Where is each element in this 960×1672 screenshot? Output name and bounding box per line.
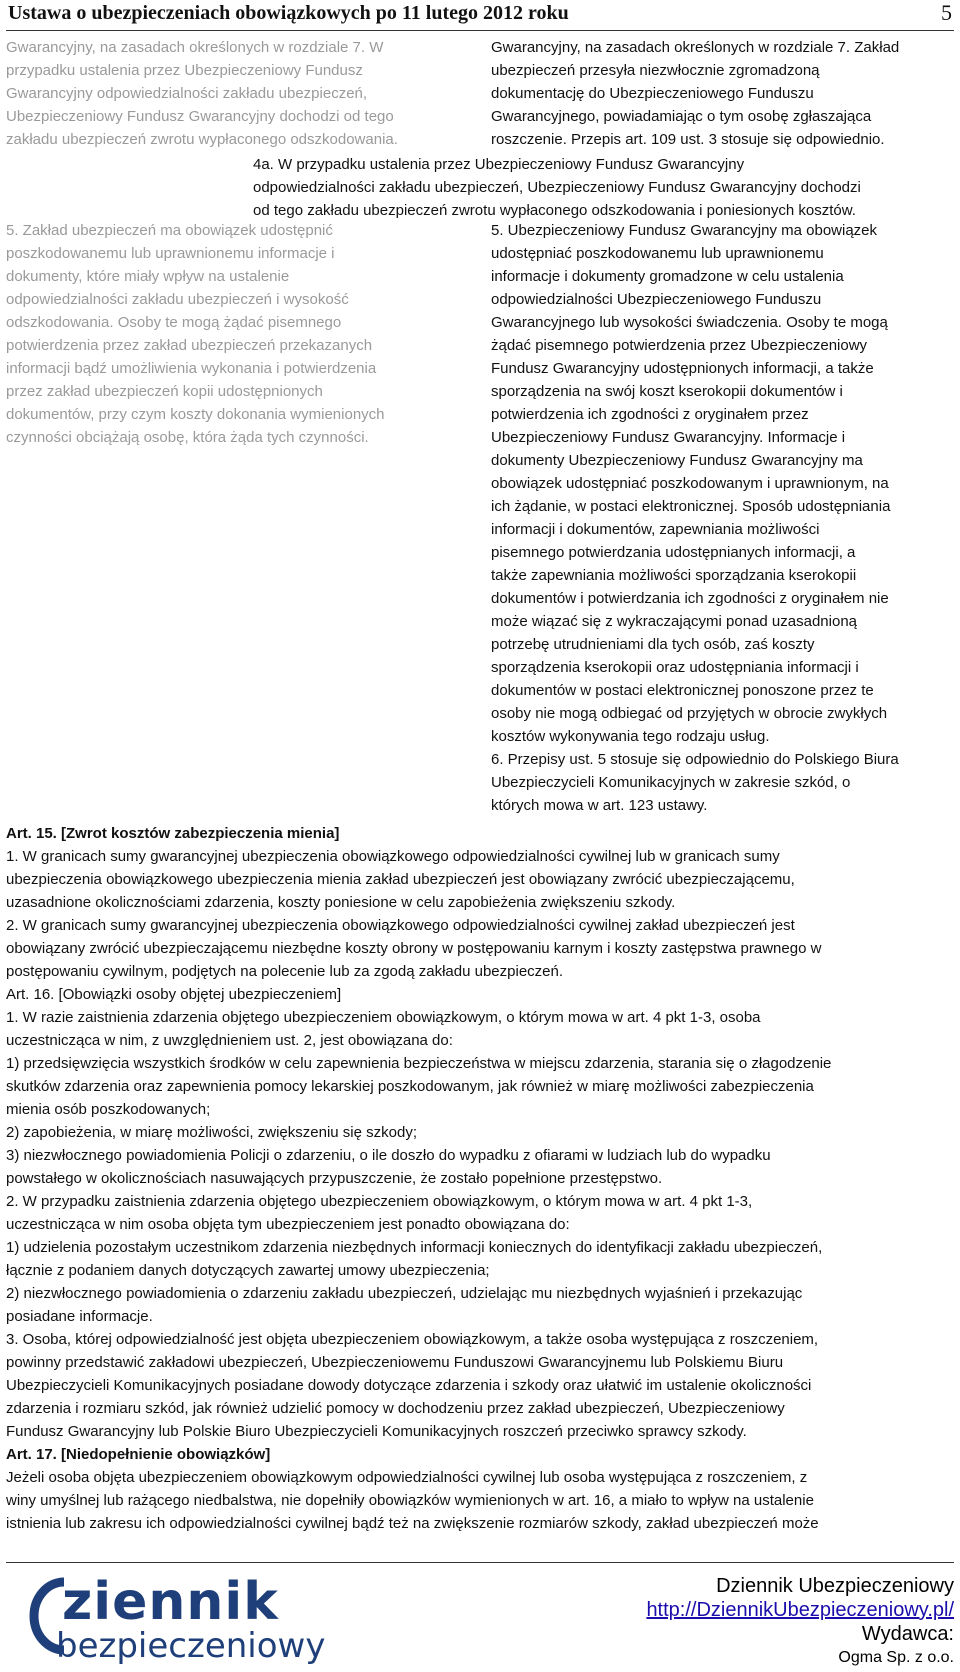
text-line: uczestnicząca w nim osoba objęta tym ubezpieczeniem jest ponadto obowiązana do: [6, 1216, 570, 1233]
text-line: dokumenty, które miały wpływ na ustalenie [6, 268, 290, 285]
text-line: potrzebę utrudnieniami dla tych osób, zaś koszty [491, 636, 815, 653]
text-line: ubezpieczenia obowiązkowego ubezpieczenia mienia zakład ubezpieczeń jest obowiązany zwrócić ubezpieczającemu, [6, 871, 795, 888]
left-column-block-1 [6, 36, 456, 151]
text-line: Gwarancyjnego, powiadamiając o tym osobę zgłaszająca [491, 108, 872, 125]
text-line: roszczenie. Przepis art. 109 ust. 3 stosuje się odpowiednio. [491, 131, 885, 148]
publication-name: Dziennik Ubezpieczeniowy [716, 1575, 954, 1597]
text-line: uzasadnione okolicznościami zdarzenia, koszty poniesione w celu zapobieżenia zwiększeniu szkody. [6, 894, 676, 911]
article-heading: Art. 15. [Zwrot kosztów zabezpieczenia mienia] [6, 825, 340, 842]
text-line: których mowa w art. 123 ustawy. [491, 797, 708, 814]
text-line: Gwarancyjny odpowiedzialności zakładu ubezpieczeń, [6, 85, 368, 102]
publisher-label: Wydawca: [861, 1623, 954, 1645]
text-line: poszkodowanemu lub uprawnionemu informacje i [6, 245, 335, 262]
text-line: postępowaniu cywilnym, podjętych na polecenie lub za zgodą zakładu ubezpieczeń. [6, 963, 564, 980]
text-line: potwierdzenia ich zgodności z oryginałem przez [491, 406, 809, 423]
text-line: Fundusz Gwarancyjny udostępnionych informacji, a także [491, 360, 874, 377]
text-line: żądać pisemnego potwierdzenia przez Ubezpieczeniowy [491, 337, 868, 354]
text-line: informacje i dokumenty gromadzone w celu ustalenia [491, 268, 844, 285]
text-line: od tego zakładu ubezpieczeń zwrotu wypłaconego odszkodowania i poniesionych kosztów. [253, 202, 856, 219]
text-line: dokumentów i potwierdzania ich zgodności z oryginałem nie [491, 590, 889, 607]
text-line: Art. 16. [Obowiązki osoby objętej ubezpieczeniem] [6, 986, 342, 1003]
page-header [6, 0, 954, 31]
text-line: 1) udzielenia pozostałym uczestnikom zdarzenia niezbędnych informacji koniecznych do identyfikacji zakładu ubezpieczeń, [6, 1239, 823, 1256]
footer-info [534, 1574, 954, 1670]
text-line: winy umyślnej lub rażącego niedbalstwa, nie dopełniły obowiązków wymienionych w art. 16, a miało to wpływ na ustalenie [6, 1492, 814, 1509]
text-line: dokumentację do Ubezpieczeniowego Funduszu [491, 85, 814, 102]
text-line: obowiązek udostępniać poszkodowanym i uprawnionym, na [491, 475, 889, 492]
text-line: Fundusz Gwarancyjny lub Polskie Biuro Ubezpieczycieli Komunikacyjnych roszczeń przeciwko sprawcy szkody. [6, 1423, 747, 1440]
text-line: kosztów wykonywania tego rodzaju usług. [491, 728, 770, 745]
text-line: łącznie z podaniem danych dotyczących zawartej umowy ubezpieczenia; [6, 1262, 490, 1279]
text-line: odpowiedzialności Ubezpieczeniowego Funduszu [491, 291, 822, 308]
logo-word-dziennik: ziennik [62, 1572, 279, 1632]
text-line: Gwarancyjny, na zasadach określonych w rozdziale 7. W [6, 39, 384, 56]
page-number: 5 [941, 0, 952, 25]
text-line: 5. Zakład ubezpieczeń ma obowiązek udostępnić [6, 222, 333, 239]
article-heading: Art. 17. [Niedopełnienie obowiązków] [6, 1446, 271, 1463]
text-line: zdarzenia i rozmiaru szkód, jak również udzielić pomocy w dochodzeniu przez zakład ubezpieczeń, Ubezpieczeniowy [6, 1400, 785, 1417]
text-line: 5. Ubezpieczeniowy Fundusz Gwarancyjny ma obowiązek [491, 222, 878, 239]
text-line: informacji i dokumentów, zapewniania możliwości [491, 521, 820, 538]
text-line: 1. W razie zaistnienia zdarzenia objętego ubezpieczeniem obowiązkowym, o którym mowa w art. 4 pkt 1-3, osoba [6, 1009, 761, 1026]
text-line: Ubezpieczeniowy Fundusz Gwarancyjny. Informacje i [491, 429, 846, 446]
left-column-block-2 [6, 219, 456, 449]
dziennik-logo [28, 1572, 368, 1664]
text-line: także zapewniania możliwości sporządzania kserokopii [491, 567, 857, 584]
text-line: odszkodowania. Osoby te mogą żądać pisemnego [6, 314, 342, 331]
text-line: informacji bądź umożliwienia wykonania i potwierdzenia [6, 360, 377, 377]
text-line: powstałego w okolicznościach nasuwających przypuszczenie, że zostało popełnione przestępstwo. [6, 1170, 663, 1187]
text-line: dokumenty Ubezpieczeniowy Fundusz Gwarancyjny ma [491, 452, 863, 469]
text-line: sporządzenia na swój koszt kserokopii dokumentów i [491, 383, 843, 400]
text-line: 1) przedsięwzięcia wszystkich środków w celu zapewnienia bezpieczeństwa w miejscu zdarzenia, starania się o złagodzenie [6, 1055, 832, 1072]
document-body [6, 822, 954, 1535]
text-line: 4a. W przypadku ustalenia przez Ubezpieczeniowy Fundusz Gwarancyjny [253, 156, 745, 173]
text-line: udostępniać poszkodowanemu lub uprawnionemu [491, 245, 824, 262]
text-line: Gwarancyjny, na zasadach określonych w rozdziale 7. Zakład [491, 39, 900, 56]
text-line: ubezpieczeń przesyła niezwłocznie zgromadzoną [491, 62, 820, 79]
right-column-block-1 [491, 36, 956, 151]
text-line: Gwarancyjnego lub wysokości świadczenia. Osoby te mogą [491, 314, 888, 331]
text-line: posiadane informacje. [6, 1308, 153, 1325]
text-line: sporządzenia kserokopii oraz udostępniania informacji i [491, 659, 859, 676]
text-line: 3. Osoba, której odpowiedzialność jest objęta ubezpieczeniem obowiązkowym, a także osoba występująca z roszczeniem, [6, 1331, 819, 1348]
publisher-name: Ogma Sp. z o.o. [838, 1649, 954, 1666]
footer-divider [6, 1562, 954, 1563]
text-line: przypadku ustalenia przez Ubezpieczeniowy Fundusz [6, 62, 363, 79]
text-line: skutków zdarzenia oraz zapewnienia pomocy lekarskiej poszkodowanym, jak również w miarę możliwości zabezpieczenia [6, 1078, 814, 1095]
text-line: 2) niezwłocznego powiadomienia o zdarzeniu zakładu ubezpieczeń, udzielając mu niezbędnych wyjaśnień i przekazując [6, 1285, 803, 1302]
text-line: Ubezpieczycieli Komunikacyjnych posiadane dowody dotyczące zdarzenia i szkody oraz ułatwić im ustalenie okoliczności [6, 1377, 812, 1394]
text-line: Jeżeli osoba objęta ubezpieczeniem obowiązkowym odpowiedzialności cywilnej lub osoba występująca z roszczeniem, z [6, 1469, 808, 1486]
paragraph-4a [253, 153, 953, 222]
text-line: obowiązany zwrócić ubezpieczającemu niezbędne koszty obrony w postępowaniu karnym i koszty zastępstwa prawnego w [6, 940, 822, 957]
publication-link[interactable]: http://DziennikUbezpieczeniowy.pl/ [646, 1599, 954, 1621]
text-line: 2. W granicach sumy gwarancyjnej ubezpieczenia obowiązkowego odpowiedzialności cywilnej zakład ubezpieczeń jest [6, 917, 795, 934]
text-line: istnienia lub zakresu ich odpowiedzialności cywilnej bądź też na zwiększenie rozmiarów szkody, zakład ubezpieczeń może [6, 1515, 819, 1532]
text-line: zakładu ubezpieczeń zwrotu wypłaconego odszkodowania. [6, 131, 398, 148]
text-line: Ubezpieczycieli Komunikacyjnych w zakresie szkód, o [491, 774, 851, 791]
text-line: przez zakład ubezpieczeń kopii udostępnionych [6, 383, 323, 400]
text-line: 2. W przypadku zaistnienia zdarzenia objętego ubezpieczeniem obowiązkowym, o którym mowa w art. 4 pkt 1-3, [6, 1193, 753, 1210]
text-line: uczestnicząca w nim, z uwzględnieniem ust. 2, jest obowiązana do: [6, 1032, 453, 1049]
text-line: 6. Przepisy ust. 5 stosuje się odpowiednio do Polskiego Biura [491, 751, 899, 768]
text-line: 3) niezwłocznego powiadomienia Policji o zdarzeniu, o ile doszło do wypadku z ofiarami w ludziach lub do wypadku [6, 1147, 771, 1164]
text-line: odpowiedzialności zakładu ubezpieczeń i wysokość [6, 291, 349, 308]
text-line: odpowiedzialności zakładu ubezpieczeń, Ubezpieczeniowy Fundusz Gwarancyjny dochodzi [253, 179, 861, 196]
text-line: 1. W granicach sumy gwarancyjnej ubezpieczenia obowiązkowego odpowiedzialności cywilnej lub w granicach sumy [6, 848, 780, 865]
logo-word-ubezpieczeniowy: bezpieczeniowy [56, 1626, 326, 1666]
text-line: pisemnego potwierdzania udostępnianych informacji, a [491, 544, 856, 561]
text-line: 2) zapobieżenia, w miarę możliwości, zwiększeniu się szkody; [6, 1124, 417, 1141]
text-line: potwierdzenia przez zakład ubezpieczeń przekazanych [6, 337, 373, 354]
right-column-block-2 [491, 219, 956, 817]
text-line: Ubezpieczeniowy Fundusz Gwarancyjny dochodzi od tego [6, 108, 394, 125]
document-title: Ustawa o ubezpieczeniach obowiązkowych po 11 lutego 2012 roku [8, 2, 569, 24]
text-line: mienia osób poszkodowanych; [6, 1101, 211, 1118]
text-line: osoby nie mogą odbiegać od przyjętych w obrocie zwykłych [491, 705, 888, 722]
text-line: dokumentów, przy czym koszty dokonania wymienionych [6, 406, 385, 423]
text-line: ich żądanie, w postaci elektronicznej. Sposób udostępniania [491, 498, 891, 515]
text-line: czynności obciążają osobę, która żąda tych czynności. [6, 429, 369, 446]
text-line: dokumentów w postaci elektronicznej ponoszone przez te [491, 682, 874, 699]
text-line: powinny przedstawić zakładowi ubezpieczeń, Ubezpieczeniowemu Funduszowi Gwarancyjnemu lub Polskiemu Biuru [6, 1354, 784, 1371]
text-line: może wiązać się z wykraczającymi ponad uzasadnioną [491, 613, 858, 630]
